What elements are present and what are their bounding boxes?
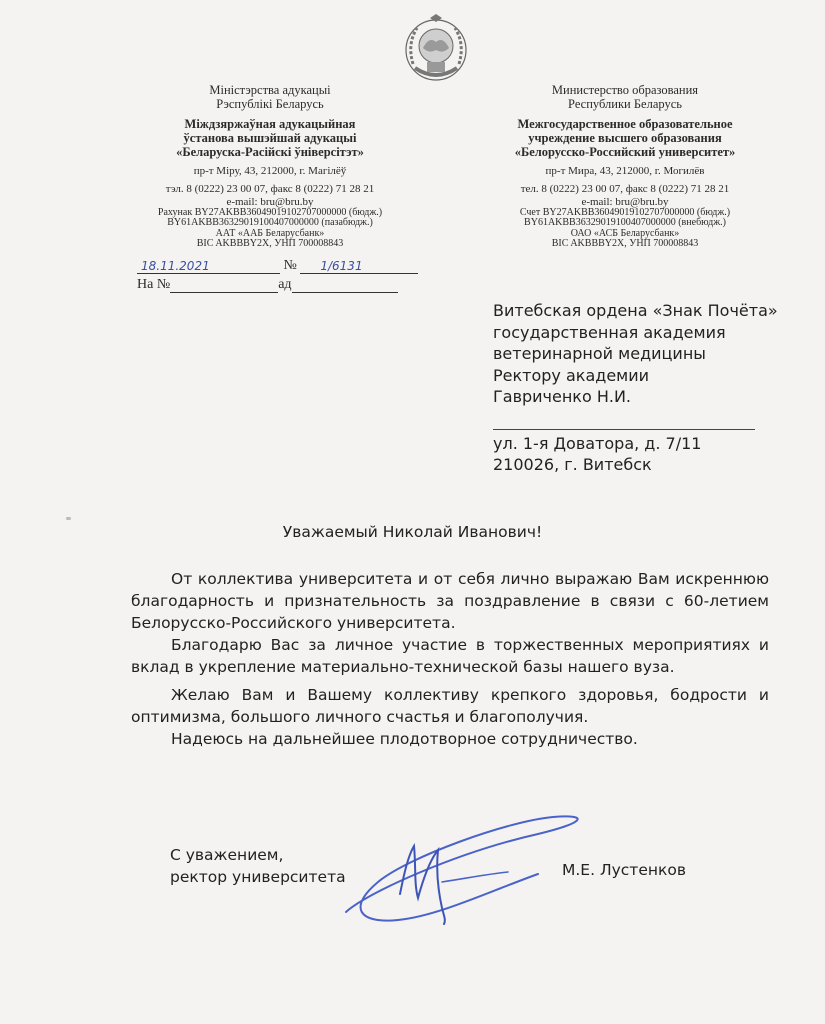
letterhead-left — [120, 83, 420, 250]
institution-line: учреждение высшего образования — [528, 131, 722, 145]
email-line: e-mail: bru@bru.by — [226, 195, 314, 208]
address-line: пр-т Мира, 43, 212000, г. Могилёв — [545, 165, 705, 177]
recipient-divider — [493, 429, 755, 430]
registration-row — [137, 258, 418, 274]
bank-line: BIC AKBBBY2X, УНП 700008843 — [551, 238, 699, 250]
paragraph: Надеюсь на дальнейшее плодотворное сотрудничество. — [171, 730, 638, 748]
recipient-address — [493, 433, 701, 475]
recipient-block — [493, 300, 778, 408]
signatory-name: М.Е. Лустенков — [562, 861, 686, 879]
bank-line: Счет BY27AKBB36049019102707000000 (бюдж.) — [519, 206, 731, 218]
position-line: ректор университета — [170, 868, 346, 886]
letterhead-right — [470, 83, 780, 250]
address-line: 210026, г. Витебск — [493, 455, 652, 474]
bank-line: Рахунак BY27AKBB36049019102707000000 (бюдж.) — [157, 206, 383, 218]
institution-line: Міждзяржаўная адукацыйная — [184, 117, 356, 131]
recipient-line: ветеринарной медицины — [493, 344, 706, 363]
reference-row — [137, 277, 398, 293]
ref-label: На № — [137, 277, 171, 292]
ministry-line: Міністэрства адукацыі — [209, 83, 331, 97]
bank-line: ААТ «ААБ Беларусбанк» — [215, 227, 325, 239]
ministry-line: Министерство образования — [551, 83, 699, 97]
ministry-line: Республики Беларусь — [568, 97, 682, 111]
number-sign: № — [283, 258, 297, 273]
address-line: пр-т Міру, 43, 212000, г. Магілёў — [193, 165, 347, 177]
phone-line: тел. 8 (0222) 23 00 07, факс 8 (0222) 71 28 21 — [520, 183, 730, 196]
bank-line: BY61AKBB36329019100407000000 (внебюдж.) — [524, 217, 726, 229]
institution-line: «Белорусско-Российский университет» — [514, 145, 736, 159]
state-emblem-icon — [401, 14, 471, 84]
paragraph: Благодарю Вас за личное участие в торжественных мероприятиях и вклад в укрепление материально-технической базы нашего вуза. — [131, 636, 769, 676]
recipient-line: Ректору академии — [493, 365, 650, 385]
email-line: e-mail: bru@bru.by — [581, 195, 669, 208]
bank-line: BIC AKBBBY2X, УНП 700008843 — [196, 238, 344, 250]
paragraph: Желаю Вам и Вашему коллективу крепкого здоровья, бодрости и оптимизма, большого личного счастья и благополучия. — [131, 686, 769, 726]
signature-title — [170, 844, 346, 888]
institution-line: «Беларуска-Расійскі ўніверсітэт» — [176, 145, 364, 159]
handwritten-number: 1/6131 — [320, 259, 363, 273]
recipient-line: Гавриченко Н.И. — [493, 387, 632, 406]
recipient-line: государственная академия — [493, 322, 726, 342]
recipient-line: Витебская ордена «Знак Почёта» — [493, 301, 778, 320]
phone-line: тэл. 8 (0222) 23 00 07, факс 8 (0222) 71 28 21 — [165, 183, 375, 196]
paragraph: От коллектива университета и от себя лично выражаю Вам искреннюю благодарность и признательность за поздравление в связи с 60-летием Белорусско-Российского университета. — [131, 570, 769, 632]
institution-line: Межгосударственное образовательное — [517, 117, 733, 131]
ref-from-label: ад — [278, 277, 292, 292]
institution-line: ўстанова вышэйшай адукацыі — [183, 131, 357, 145]
bank-line: ОАО «АСБ Беларусбанк» — [570, 227, 680, 239]
ministry-line: Рэспублікі Беларусь — [216, 97, 324, 111]
greeting: Уважаемый Николай Иванович! — [282, 523, 543, 541]
paper-speck — [66, 517, 71, 520]
number-field — [300, 258, 418, 274]
date-field — [137, 258, 280, 274]
bank-line: BY61AKBB36329019100407000000 (пазабюдж.) — [167, 217, 373, 229]
address-line: ул. 1-я Доватора, д. 7/11 — [493, 434, 702, 453]
ref-date-field — [292, 277, 398, 293]
handwritten-date: 18.11.2021 — [141, 259, 210, 273]
closing-line: С уважением, — [170, 846, 284, 864]
handwritten-signature — [338, 812, 588, 927]
ref-number-field — [170, 277, 278, 293]
